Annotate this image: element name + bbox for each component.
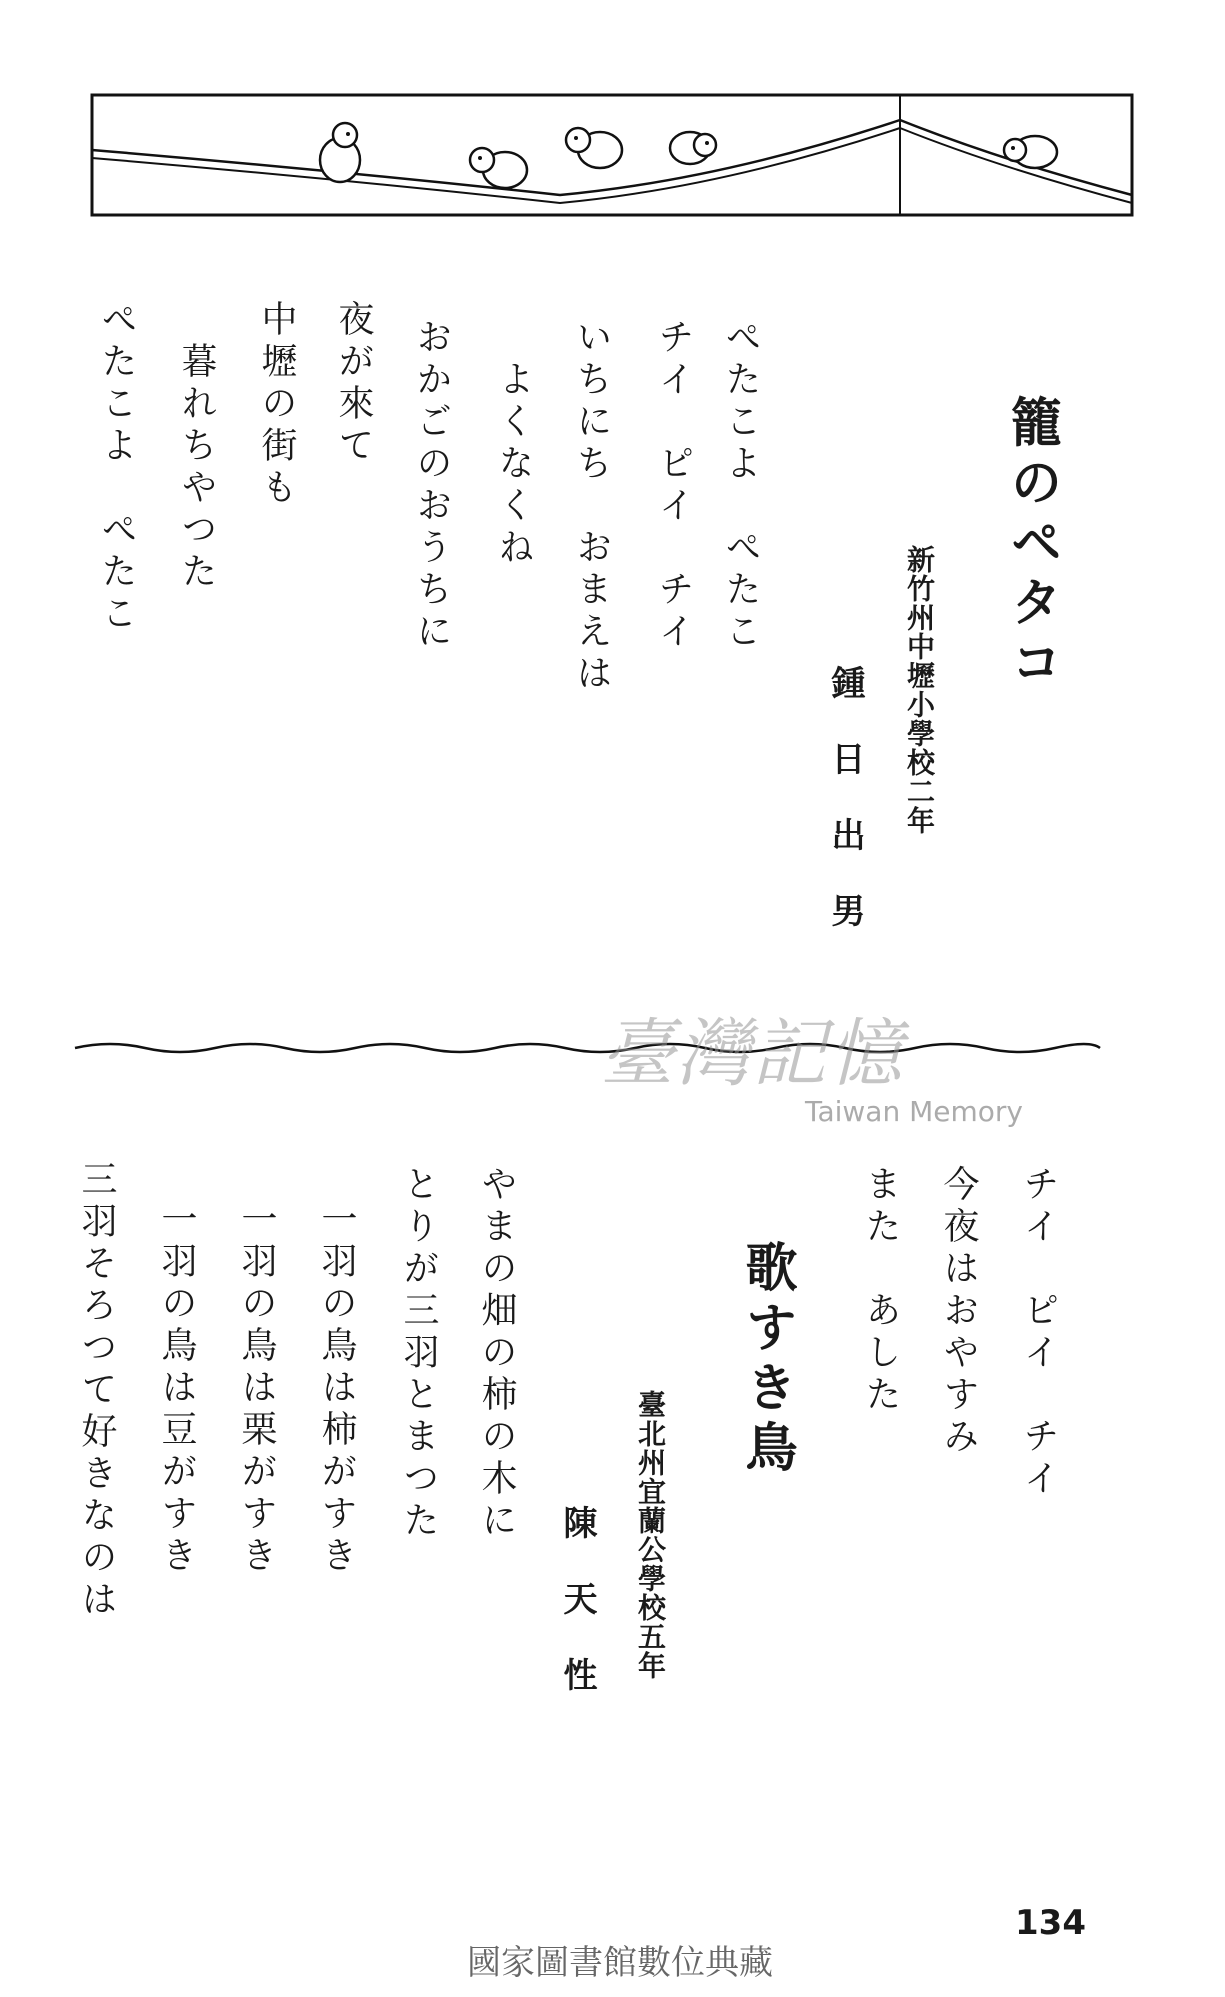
- page-number: 134: [1015, 1903, 1086, 1943]
- birds-illustration: [0, 0, 1225, 260]
- poem1-line-4: よくなくね: [493, 318, 534, 570]
- poem1-author: 鍾日出男: [825, 665, 865, 969]
- poem1-line-1: ぺたこよ ぺたこ: [720, 318, 761, 654]
- taiwan-memory-watermark: [600, 995, 1030, 1135]
- poem1-line-11: 今夜はおやすみ: [938, 1165, 979, 1459]
- poem1-line-12: また あした: [860, 1165, 901, 1417]
- poem1-title: 籠のペタコ: [1001, 395, 1062, 695]
- poem1-line-5: おかごのおうちに: [411, 318, 452, 654]
- poem2-line-4: 一羽の鳥は栗がすき: [236, 1200, 277, 1578]
- archive-footer: 國家圖書館數位典藏: [467, 1943, 773, 1983]
- poem2-school: 臺北州宜蘭公學校五年: [634, 1390, 667, 1680]
- poem1-line-10: チイ ピイ チイ: [1018, 1165, 1059, 1501]
- poem1-line-9: ぺたこよ ぺたこ: [96, 300, 137, 636]
- poem2-line-6: 三羽そろつて好きなのは: [76, 1160, 117, 1622]
- poem2-line-1: やまの畑の柿の木に: [476, 1165, 517, 1543]
- poem1-line-6: 夜が來て: [333, 300, 374, 468]
- poem1-line-3: いちにち おまえは: [571, 318, 612, 696]
- poem2-title: 歌すき鳥: [736, 1240, 797, 1480]
- poem1-line-8: 暮れちやつた: [176, 300, 217, 594]
- poem1-line-2: チイ ピイ チイ: [653, 318, 694, 654]
- poem2-author: 陳天性: [557, 1505, 597, 1733]
- poem1-school: 新竹州中壢小學校二年: [903, 545, 936, 835]
- poem1-line-7: 中壢の街も: [256, 300, 297, 510]
- poem2-line-2: とりが三羽とまつた: [398, 1165, 439, 1543]
- poem2-line-5: 一羽の鳥は豆がすき: [156, 1200, 197, 1578]
- watermark-english: Taiwan Memory: [805, 1095, 1023, 1128]
- watermark-chinese: 臺灣記憶: [600, 1011, 904, 1097]
- poem2-line-3: 一羽の鳥は柿がすき: [316, 1200, 357, 1578]
